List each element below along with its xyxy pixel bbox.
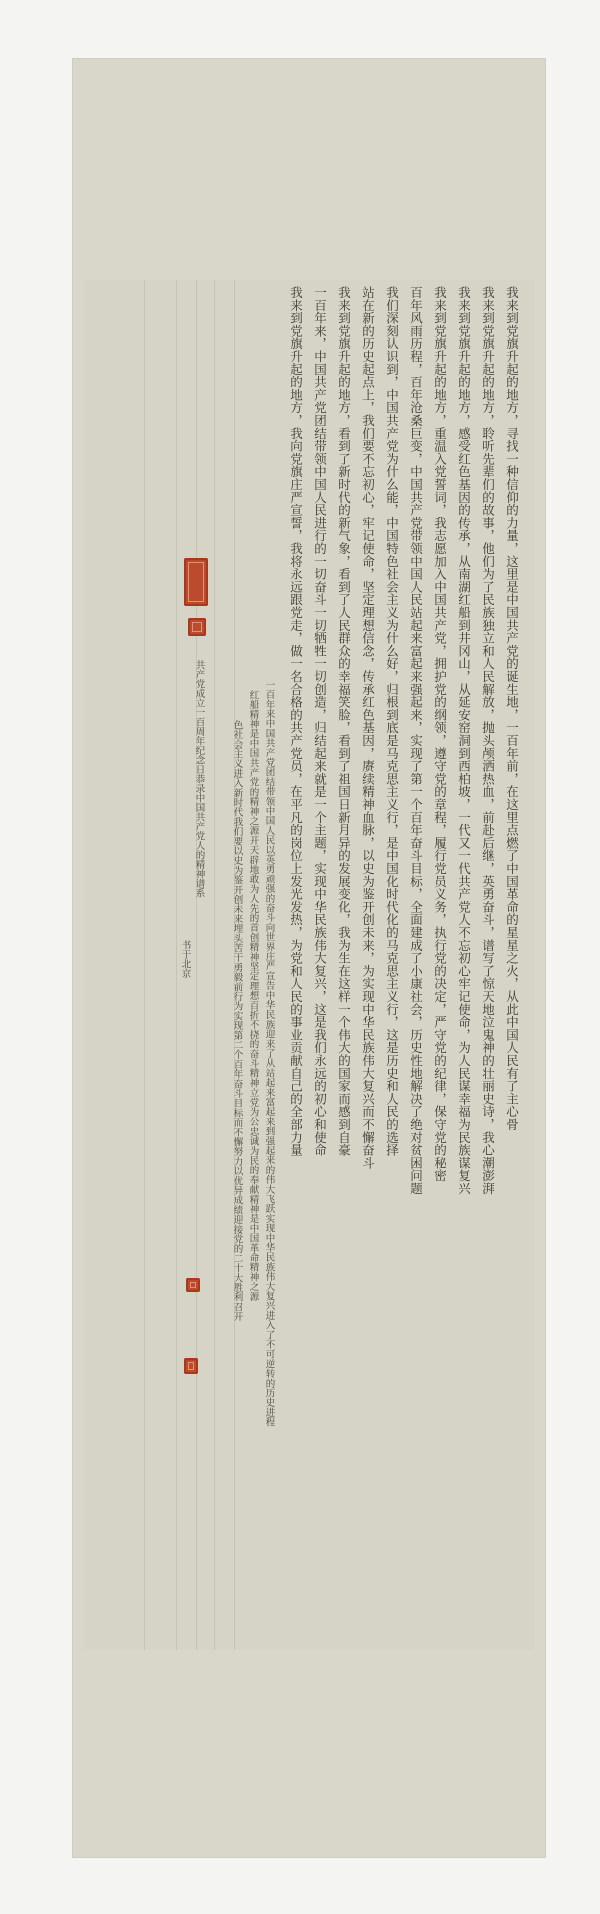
seal-stamp [186,1278,200,1292]
seal-stamp [184,1358,198,1374]
main-text-column: 我来到党旗升起的地方，寻找一种信仰的力量，这里是中国共产党的诞生地，一百年前，在这里点燃了中国革命的星星之火，从此中国人民有了主心骨 [504,286,520,1131]
signature-column: 共产党成立一百周年纪念日恭录中国共产党人的精神谱系 [193,660,205,898]
calligraphy-paper [84,280,534,1650]
main-text-column: 百年风雨历程，百年沧桑巨变，中国共产党带领中国人民站起来富起来强起来，实现了第一个百年奋斗目标，全面建成了小康社会，历史性地解决了绝对贫困问题 [408,286,424,1195]
main-text-column: 我来到党旗升起的地方，聆听先辈们的故事，他们为了民族独立和人民解放，抛头颅洒热血，前赴后继，英勇奋斗，谱写了惊天地泣鬼神的壮丽史诗，我心潮澎湃 [480,286,496,1195]
main-text-column: 我们深刻认识到，中国共产党为什么能，中国特色社会主义为什么好，归根到底是马克思主义行，是中国化时代化的马克思主义行，这是历史和人民的选择 [384,286,400,1157]
column-rule [176,280,177,1650]
main-text-column: 我来到党旗升起的地方，感受红色基因的传承，从南湖红船到井冈山，从延安窑洞到西柏坡，一代又一代共产党人不忘初心牢记使命，为人民谋幸福为民族谋复兴 [456,286,472,1195]
postscript-column: 一百年来中国共产党团结带领中国人民以英勇顽强的奋斗向世界庄严宣告中华民族迎来了从站起来富起来到强起来的伟大飞跃实现中华民族伟大复兴进入了不可逆转的历史进程 [263,680,275,1427]
seal-stamp [188,618,206,636]
postscript-column: 色社会主义进入新时代我们要以史为鉴开创未来埋头苦干勇毅前行为实现第二个百年奋斗目标而不懈努力以优异成绩迎接党的二十大胜利召开 [231,720,243,1322]
scroll-mount [72,58,546,1858]
main-text-column: 一百年来，中国共产党团结带领中国人民进行的一切奋斗一切牺牲一切创造，归结起来就是一个主题，实现中华民族伟大复兴，这是我们永远的初心和使命 [312,286,328,1157]
main-text-column: 我来到党旗升起的地方，我向党旗庄严宣誓，我将永远跟党走，做一名合格的共产党员，在平凡的岗位上发光发热，为党和人民的事业贡献自己的全部力量 [288,286,304,1157]
column-rule [144,280,145,1650]
seal-stamp [184,558,208,606]
main-text-column: 我来到党旗升起的地方，重温入党誓词，我志愿加入中国共产党，拥护党的纲领，遵守党的章程，履行党员义务，执行党的决定，严守党的纪律，保守党的秘密 [432,286,448,1182]
signature-column: 书于北京 [179,940,191,978]
main-text-column: 我来到党旗升起的地方，看到了新时代的新气象，看到了人民群众的幸福笑脸，看到了祖国日新月异的发展变化，我为生在这样一个伟大的国家而感到自豪 [336,286,352,1157]
postscript-column: 红船精神是中国共产党的精神之源开天辟地敢为人先的首创精神坚定理想百折不挠的奋斗精神立党为公忠诚为民的奉献精神是中国革命精神之源 [247,690,259,1302]
column-rule [214,280,215,1650]
main-text-column: 站在新的历史起点上，我们要不忘初心，牢记使命，坚定理想信念，传承红色基因，赓续精神血脉，以史为鉴开创未来，为实现中华民族伟大复兴而不懈奋斗 [360,286,376,1170]
